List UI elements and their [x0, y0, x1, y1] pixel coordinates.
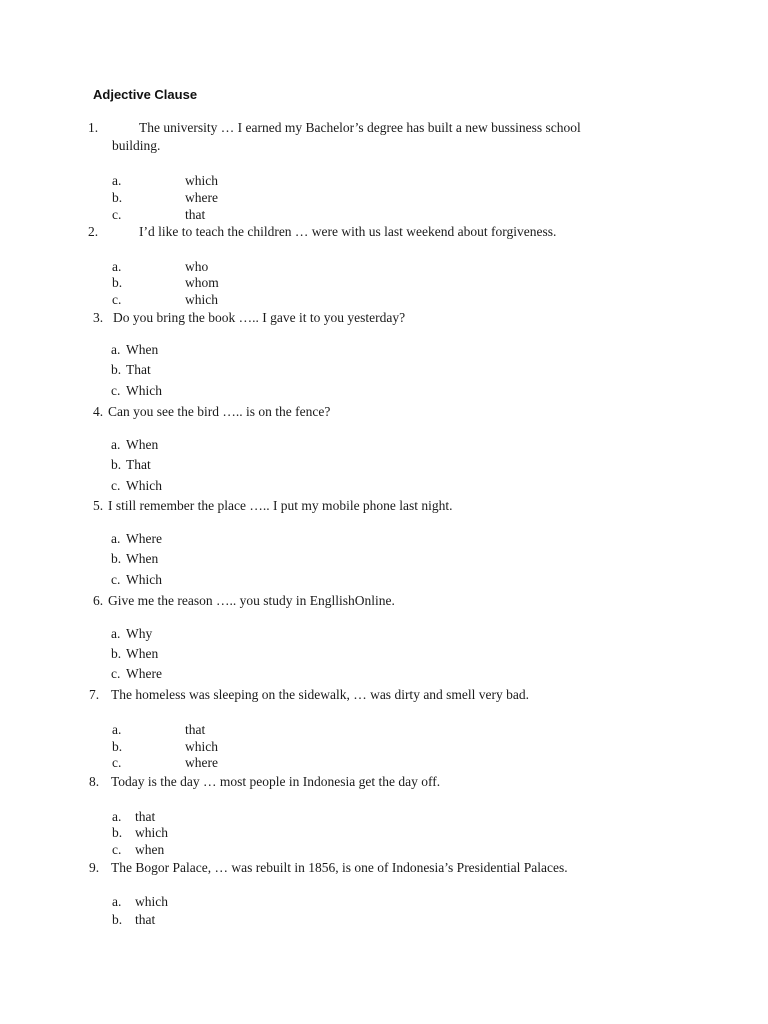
option-text: that [185, 207, 206, 222]
question-text: I still remember the place ….. I put my mobile phone last night. [108, 498, 453, 513]
option-text: that [135, 809, 156, 824]
option-letter: c. [112, 842, 122, 857]
option-letter: c. [112, 207, 122, 222]
option-text: which [135, 825, 168, 840]
option-text: Which [126, 478, 162, 493]
question-number: 3. [93, 310, 104, 325]
option-text: Where [126, 666, 162, 681]
option-letter: b. [112, 739, 123, 754]
option-letter: a. [112, 259, 122, 274]
question-text: The university … I earned my Bachelor’s degree has built a new bussiness school [139, 120, 581, 135]
option-text: which [185, 739, 218, 754]
option-text: which [185, 292, 218, 307]
question-text: Can you see the bird ….. is on the fence? [108, 404, 331, 419]
question-number: 8. [89, 774, 100, 789]
question-number: 4. [93, 404, 104, 419]
option-text: when [135, 842, 165, 857]
option-text: When [126, 342, 159, 357]
question-text: Do you bring the book ….. I gave it to you yesterday? [113, 310, 406, 325]
option-letter: c. [111, 572, 121, 587]
option-letter: c. [111, 478, 121, 493]
question-text: The Bogor Palace, … was rebuilt in 1856, is one of Indonesia’s Presidential Palaces. [111, 860, 568, 875]
option-letter: b. [112, 275, 123, 290]
option-letter: a. [111, 626, 121, 641]
option-text: Which [126, 572, 162, 587]
option-letter: c. [112, 755, 122, 770]
option-text: where [185, 190, 218, 205]
option-letter: a. [112, 894, 122, 909]
option-letter: b. [111, 362, 122, 377]
option-text: whom [185, 275, 219, 290]
option-letter: a. [112, 173, 122, 188]
option-letter: a. [112, 722, 122, 737]
option-text: Why [126, 626, 153, 641]
option-text: Where [126, 531, 162, 546]
question-number: 7. [89, 687, 100, 702]
question-number: 5. [93, 498, 104, 513]
option-letter: b. [112, 190, 123, 205]
option-text: that [185, 722, 206, 737]
option-text: where [185, 755, 218, 770]
option-letter: c. [111, 383, 121, 398]
option-letter: b. [111, 646, 122, 661]
option-letter: b. [112, 912, 123, 927]
option-text: that [135, 912, 156, 927]
option-text: which [185, 173, 218, 188]
question-text: The homeless was sleeping on the sidewalk, … was dirty and smell very bad. [111, 687, 530, 702]
option-text: That [126, 457, 151, 472]
option-text: That [126, 362, 151, 377]
question-text: Give me the reason ….. you study in EngllishOnline. [108, 593, 395, 608]
document-title: Adjective Clause [93, 87, 198, 102]
question-number: 9. [89, 860, 100, 875]
option-letter: c. [111, 666, 121, 681]
option-letter: a. [111, 531, 121, 546]
option-letter: a. [111, 437, 121, 452]
question-text-continued: building. [112, 138, 161, 153]
question-text: I’d like to teach the children … were with us last weekend about forgiveness. [139, 224, 557, 239]
option-text: When [126, 551, 159, 566]
option-text: Which [126, 383, 162, 398]
option-letter: c. [112, 292, 122, 307]
option-letter: b. [112, 825, 123, 840]
option-letter: b. [111, 551, 122, 566]
question-number: 2. [88, 224, 99, 239]
question-text: Today is the day … most people in Indonesia get the day off. [111, 774, 441, 789]
option-text: When [126, 437, 159, 452]
option-letter: b. [111, 457, 122, 472]
option-letter: a. [111, 342, 121, 357]
option-letter: a. [112, 809, 122, 824]
question-number: 6. [93, 593, 104, 608]
question-number: 1. [88, 120, 99, 135]
option-text: which [135, 894, 168, 909]
option-text: When [126, 646, 159, 661]
option-text: who [185, 259, 209, 274]
